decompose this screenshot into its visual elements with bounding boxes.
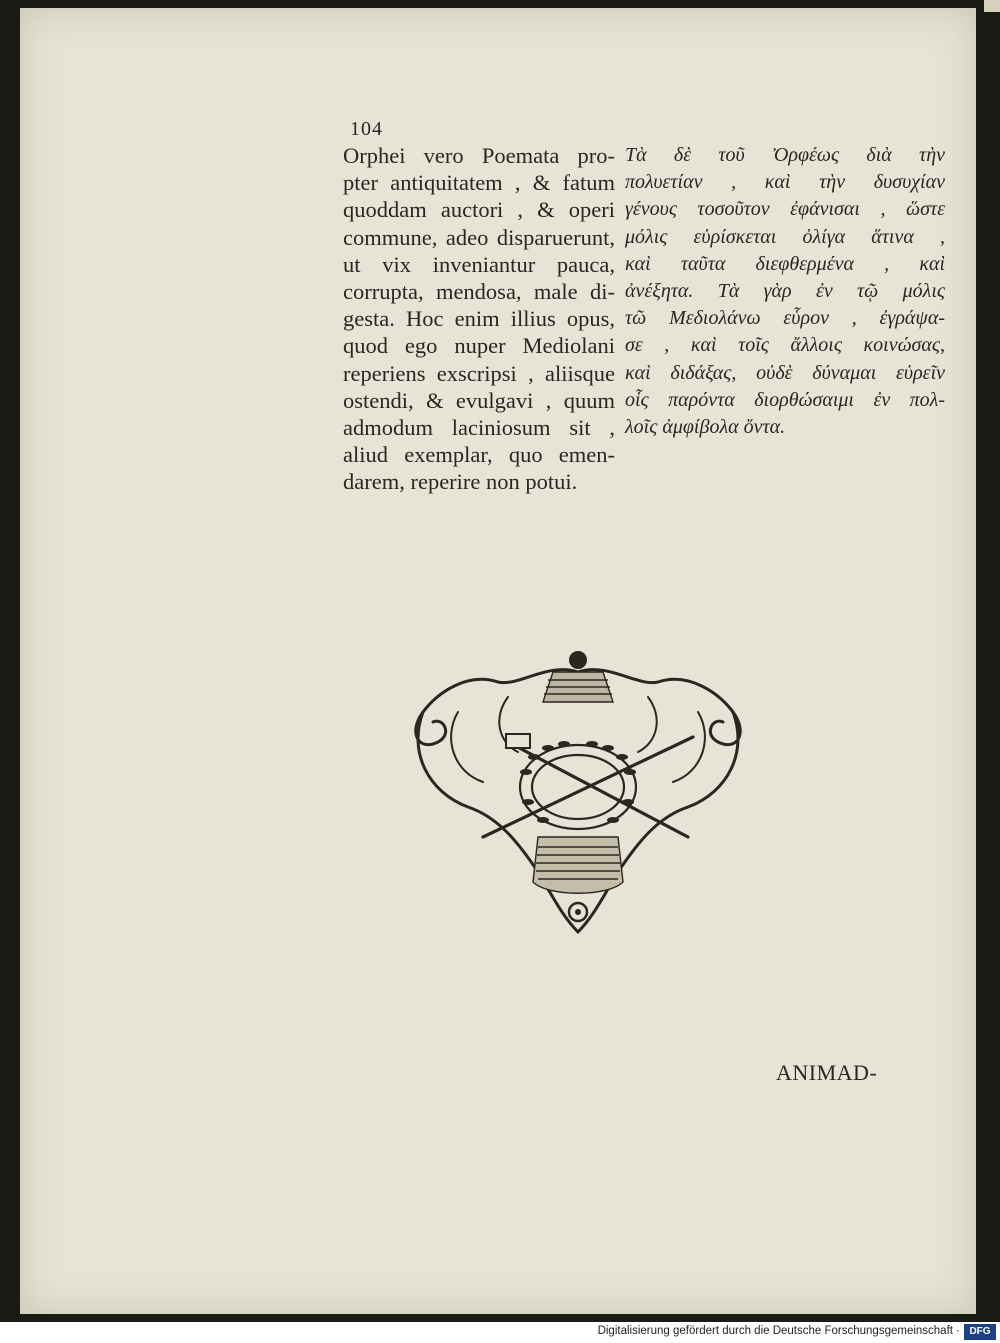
greek-line: οἷς παρόντα διορθώσαιμι ἐν πολ- <box>625 388 945 411</box>
latin-line: corrupta, mendosa, male di- <box>343 279 615 305</box>
ornament-vignette <box>398 642 758 944</box>
latin-line: commune, adeo disparuerunt, <box>343 224 615 250</box>
scan-corner-mark <box>984 0 1000 12</box>
latin-line: pter antiquitatem , & fatum <box>343 170 615 196</box>
greek-line: τῶ Μεδιολάνω εὗρον , ἐγράψα- <box>625 307 945 330</box>
greek-line: λοῖς ἀμφίβολα ὄντα. <box>625 416 786 439</box>
greek-line: καὶ διδάξας, οὐδὲ δύναμαι εὑρεῖν <box>625 361 945 384</box>
latin-line: darem, reperire non potui. <box>343 469 578 495</box>
latin-line: admodum laciniosum sit , <box>343 415 615 441</box>
dfg-logo: DFG <box>964 1324 996 1340</box>
ornament-scroll-label <box>506 734 530 748</box>
latin-line: quod ego nuper Mediolani <box>343 333 615 359</box>
greek-line: γένους τοσοῦτον ἐφάνισαι , ὥστε <box>625 198 945 221</box>
latin-text-column <box>343 142 615 496</box>
greek-line: μόλις εὑρίσκεται ὀλίγα ἅτινα , <box>625 225 945 248</box>
latin-line: quoddam auctori , & operi <box>343 197 615 223</box>
latin-line: ut vix inveniantur pauca, <box>343 251 615 277</box>
latin-line: reperiens exscripsi , aliisque <box>343 360 615 386</box>
latin-line: Orphei vero Poemata pro- <box>343 143 615 168</box>
page-number: 104 <box>350 118 383 140</box>
latin-line: ostendi, & evulgavi , quum <box>343 387 615 413</box>
greek-line: πολυετίαν , καὶ τὴν δυσυχίαν <box>625 171 945 194</box>
ornament-finial <box>569 651 587 669</box>
greek-line: καὶ ταῦτα διεφθερμένα , καὶ <box>625 252 945 275</box>
greek-line: ἀνέξητα. Τὰ γὰρ ἐν τῷ μόλις <box>625 280 945 303</box>
footer-bar <box>0 1322 1000 1343</box>
latin-line: gesta. Hoc enim illius opus, <box>343 306 615 332</box>
footer-credit: Digitalisierung gefördert durch die Deutsche Forschungsgemeinschaft · <box>597 1325 960 1337</box>
latin-line: aliud exemplar, quo emen- <box>343 442 615 468</box>
greek-text-column <box>625 142 945 441</box>
greek-line: σε , καὶ τοῖς ἄλλοις κοινώσας, <box>625 334 945 357</box>
catchword: ANIMAD- <box>776 1060 878 1085</box>
greek-line: Τὰ δὲ τοῦ Ὀρφέως διὰ τὴν <box>625 144 945 166</box>
